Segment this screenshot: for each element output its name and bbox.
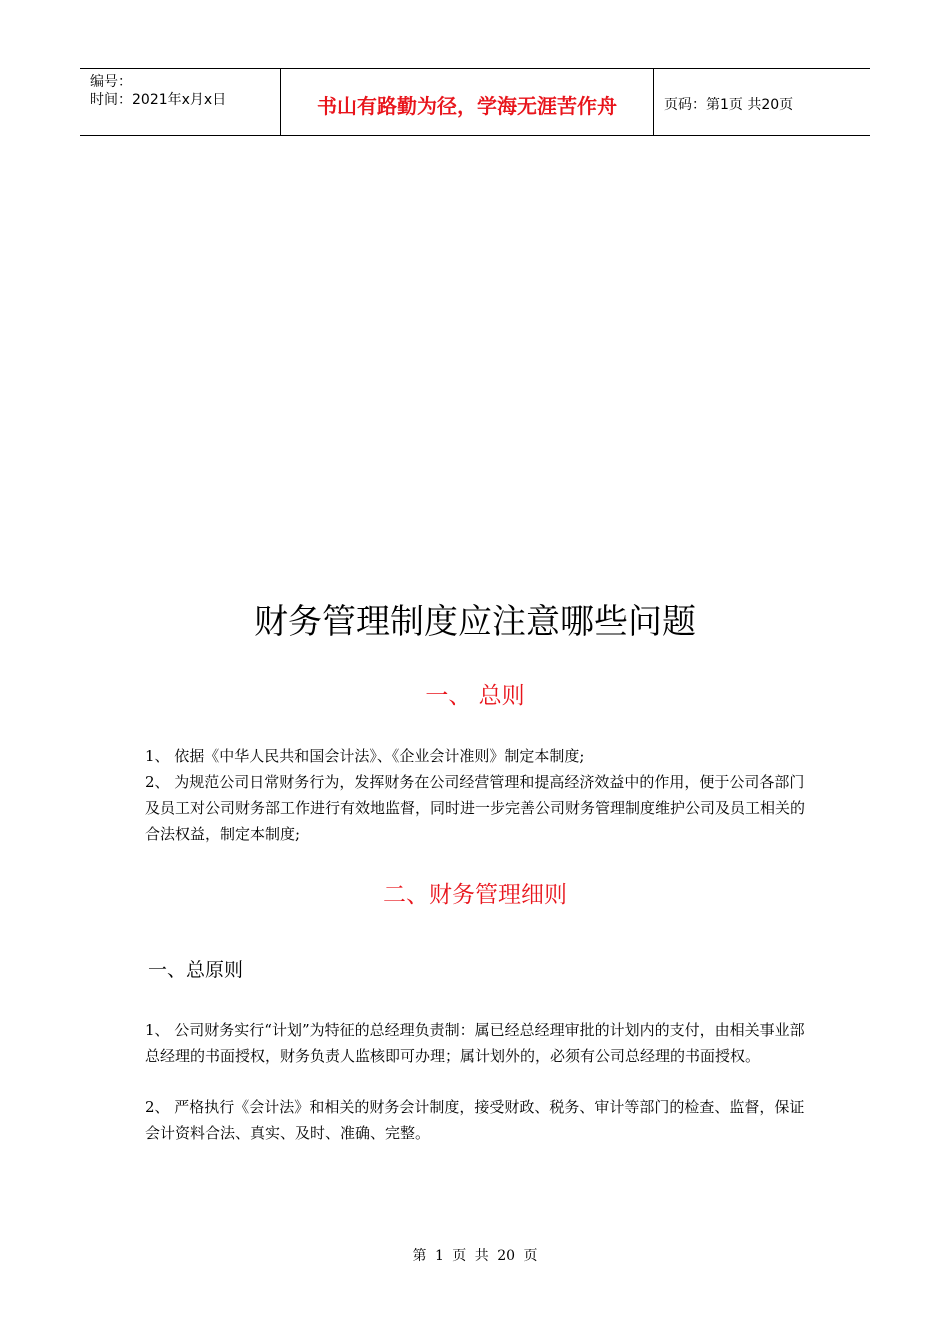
paragraph-item: 1、 依据《中华人民共和国会计法》、《企业会计准则》制定本制度; bbox=[145, 747, 585, 765]
motto-text: 书山有路勤为径，学海无涯苦作舟 bbox=[317, 93, 617, 118]
subsection-heading: 一、总原则 bbox=[148, 959, 244, 981]
page-info-text: 页码：第1页 共20页 bbox=[664, 97, 794, 113]
header-table bbox=[80, 68, 870, 136]
section-heading-general: 一、 总则 bbox=[425, 683, 525, 709]
motto-cell bbox=[281, 69, 654, 135]
paragraph-item: 1、 公司财务实行“计划”为特征的总经理负责制：属已经总经理审批的计划内的支付，由相关事业部总经理的书面授权，财务负责人监核即可办理；属计划外的，必须有公司总经理的书面授权。 bbox=[145, 1021, 805, 1065]
document-title: 财务管理制度应注意哪些问题 bbox=[254, 602, 696, 642]
page-info-cell bbox=[654, 69, 870, 135]
paragraph-item: 2、 严格执行《会计法》和相关的财务会计制度，接受财政、税务、审计等部门的检查、监督，保证会计资料合法、真实、及时、准确、完整。 bbox=[145, 1098, 805, 1142]
section-heading-details: 二、财务管理细则 bbox=[383, 882, 567, 908]
page-footer: 第 1 页 共 20 页 bbox=[412, 1248, 538, 1264]
header-meta-cell bbox=[80, 69, 281, 135]
paragraph-item: 2、 为规范公司日常财务行为，发挥财务在公司经营管理和提高经济效益中的作用，便于公司各部门及员工对公司财务部工作进行有效地监督，同时进一步完善公司财务管理制度维护公司及员工相关的合法权益，制定本制度; bbox=[145, 773, 806, 843]
number-label: 编号： bbox=[90, 74, 132, 90]
time-label: 时间：2021年x月x日 bbox=[90, 92, 227, 108]
